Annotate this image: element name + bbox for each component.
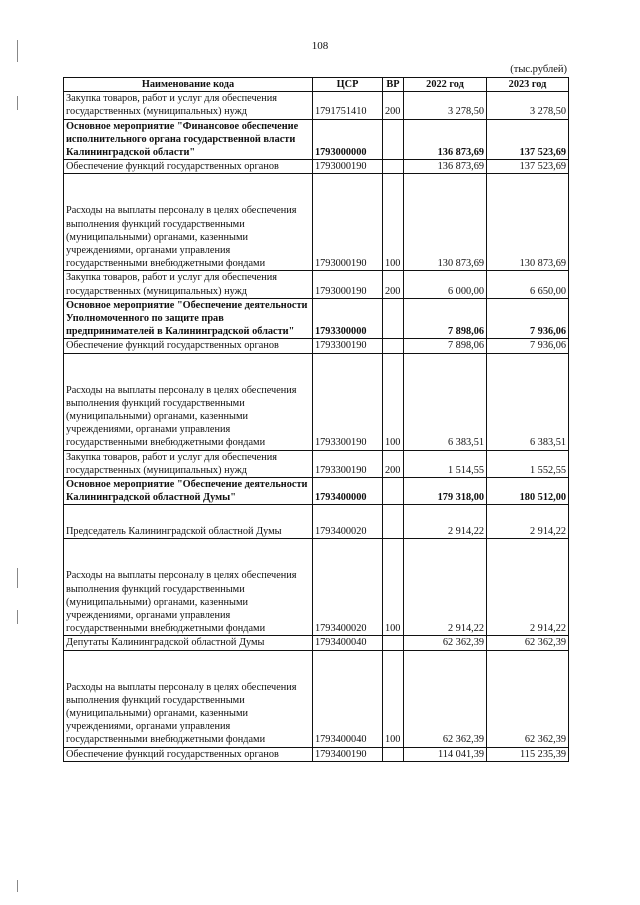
row-name: Расходы на выплаты персоналу в целях обеспечения выполнения функций государственными (муниципальными) органами, казенными учреждениями, органами управления государственными внебюджетными фондами: [64, 174, 313, 271]
row-csr: 1793000190: [313, 160, 383, 174]
row-vr: [383, 339, 404, 353]
header-2023: 2023 год: [487, 78, 569, 92]
row-name: Обеспечение функций государственных органов: [64, 160, 313, 174]
row-vr: 200: [383, 92, 404, 119]
row-2022: 62 362,39: [404, 650, 487, 747]
row-vr: [383, 160, 404, 174]
row-2022: 136 873,69: [404, 119, 487, 160]
row-name: Расходы на выплаты персоналу в целях обеспечения выполнения функций государственными (муниципальными) органами, казенными учреждениями, органами управления государственными внебюджетными фондами: [64, 353, 313, 450]
table-row: [64, 450, 569, 477]
row-name: Основное мероприятие "Обеспечение деятельности Калининградской областной Думы": [64, 478, 313, 505]
row-name: Основное мероприятие "Обеспечение деятельности Уполномоченного по защите прав предпринимателей в Калининградской области": [64, 298, 313, 339]
row-vr: [383, 505, 404, 539]
row-name: Обеспечение функций государственных органов: [64, 747, 313, 761]
row-csr: 1791751410: [313, 92, 383, 119]
table-row: [64, 747, 569, 761]
header-name: Наименование кода: [64, 78, 313, 92]
row-2023: 6 650,00: [487, 271, 569, 298]
table-row: [64, 298, 569, 339]
table-row: [64, 636, 569, 650]
row-csr: 1793400020: [313, 539, 383, 636]
row-2022: 179 318,00: [404, 478, 487, 505]
header-vr: ВР: [383, 78, 404, 92]
binding-marks: [17, 0, 19, 905]
row-name: Закупка товаров, работ и услуг для обеспечения государственных (муниципальных) нужд: [64, 92, 313, 119]
row-csr: 1793300190: [313, 339, 383, 353]
table-row: [64, 160, 569, 174]
row-2022: 62 362,39: [404, 636, 487, 650]
row-2023: 62 362,39: [487, 650, 569, 747]
table-row: [64, 505, 569, 539]
table-row: [64, 92, 569, 119]
row-2022: 130 873,69: [404, 174, 487, 271]
row-2023: 2 914,22: [487, 539, 569, 636]
row-2023: 115 235,39: [487, 747, 569, 761]
row-2022: 2 914,22: [404, 505, 487, 539]
row-vr: 200: [383, 450, 404, 477]
row-csr: 1793300190: [313, 353, 383, 450]
row-2023: 2 914,22: [487, 505, 569, 539]
row-2023: 7 936,06: [487, 339, 569, 353]
row-vr: [383, 298, 404, 339]
row-vr: [383, 478, 404, 505]
row-name: Обеспечение функций государственных органов: [64, 339, 313, 353]
header-row: [64, 78, 569, 92]
row-2023: 1 552,55: [487, 450, 569, 477]
row-2022: 7 898,06: [404, 298, 487, 339]
row-csr: 1793000190: [313, 271, 383, 298]
row-2022: 114 041,39: [404, 747, 487, 761]
row-2022: 6 000,00: [404, 271, 487, 298]
row-2022: 136 873,69: [404, 160, 487, 174]
row-2023: 6 383,51: [487, 353, 569, 450]
row-name: Закупка товаров, работ и услуг для обеспечения государственных (муниципальных) нужд: [64, 450, 313, 477]
row-2023: 180 512,00: [487, 478, 569, 505]
header-2022: 2022 год: [404, 78, 487, 92]
row-2022: 3 278,50: [404, 92, 487, 119]
row-name: Расходы на выплаты персоналу в целях обеспечения выполнения функций государственными (муниципальными) органами, казенными учреждениями, органами управления государственными внебюджетными фондами: [64, 539, 313, 636]
row-vr: [383, 119, 404, 160]
row-vr: 100: [383, 353, 404, 450]
row-2023: 3 278,50: [487, 92, 569, 119]
table-row: [64, 478, 569, 505]
budget-table: [63, 77, 569, 762]
row-2023: 130 873,69: [487, 174, 569, 271]
row-2022: 6 383,51: [404, 353, 487, 450]
row-2022: 2 914,22: [404, 539, 487, 636]
row-vr: 100: [383, 650, 404, 747]
row-csr: 1793300000: [313, 298, 383, 339]
table-row: [64, 650, 569, 747]
header-csr: ЦСР: [313, 78, 383, 92]
row-name: Депутаты Калининградской областной Думы: [64, 636, 313, 650]
row-vr: 200: [383, 271, 404, 298]
row-vr: 100: [383, 539, 404, 636]
row-csr: 1793000000: [313, 119, 383, 160]
units-label: (тыс.рублей): [510, 64, 567, 75]
table-row: [64, 539, 569, 636]
row-name: Расходы на выплаты персоналу в целях обеспечения выполнения функций государственными (муниципальными) органами, казенными учреждениями, органами управления государственными внебюджетными фондами: [64, 650, 313, 747]
row-vr: [383, 636, 404, 650]
row-csr: 1793400020: [313, 505, 383, 539]
row-2022: 1 514,55: [404, 450, 487, 477]
row-2023: 7 936,06: [487, 298, 569, 339]
table-row: [64, 353, 569, 450]
row-name: Председатель Калининградской областной Думы: [64, 505, 313, 539]
row-csr: 1793400040: [313, 650, 383, 747]
page-number: 108: [311, 40, 329, 52]
table-row: [64, 339, 569, 353]
row-name: Основное мероприятие "Финансовое обеспечение исполнительного органа государственной власти Калининградской области": [64, 119, 313, 160]
table-row: [64, 271, 569, 298]
row-csr: 1793400000: [313, 478, 383, 505]
row-csr: 1793400190: [313, 747, 383, 761]
table-row: [64, 119, 569, 160]
row-2023: 137 523,69: [487, 119, 569, 160]
row-csr: 1793000190: [313, 174, 383, 271]
row-vr: 100: [383, 174, 404, 271]
row-2023: 62 362,39: [487, 636, 569, 650]
row-csr: 1793400040: [313, 636, 383, 650]
row-2023: 137 523,69: [487, 160, 569, 174]
row-name: Закупка товаров, работ и услуг для обеспечения государственных (муниципальных) нужд: [64, 271, 313, 298]
row-2022: 7 898,06: [404, 339, 487, 353]
row-csr: 1793300190: [313, 450, 383, 477]
table-row: [64, 174, 569, 271]
row-vr: [383, 747, 404, 761]
